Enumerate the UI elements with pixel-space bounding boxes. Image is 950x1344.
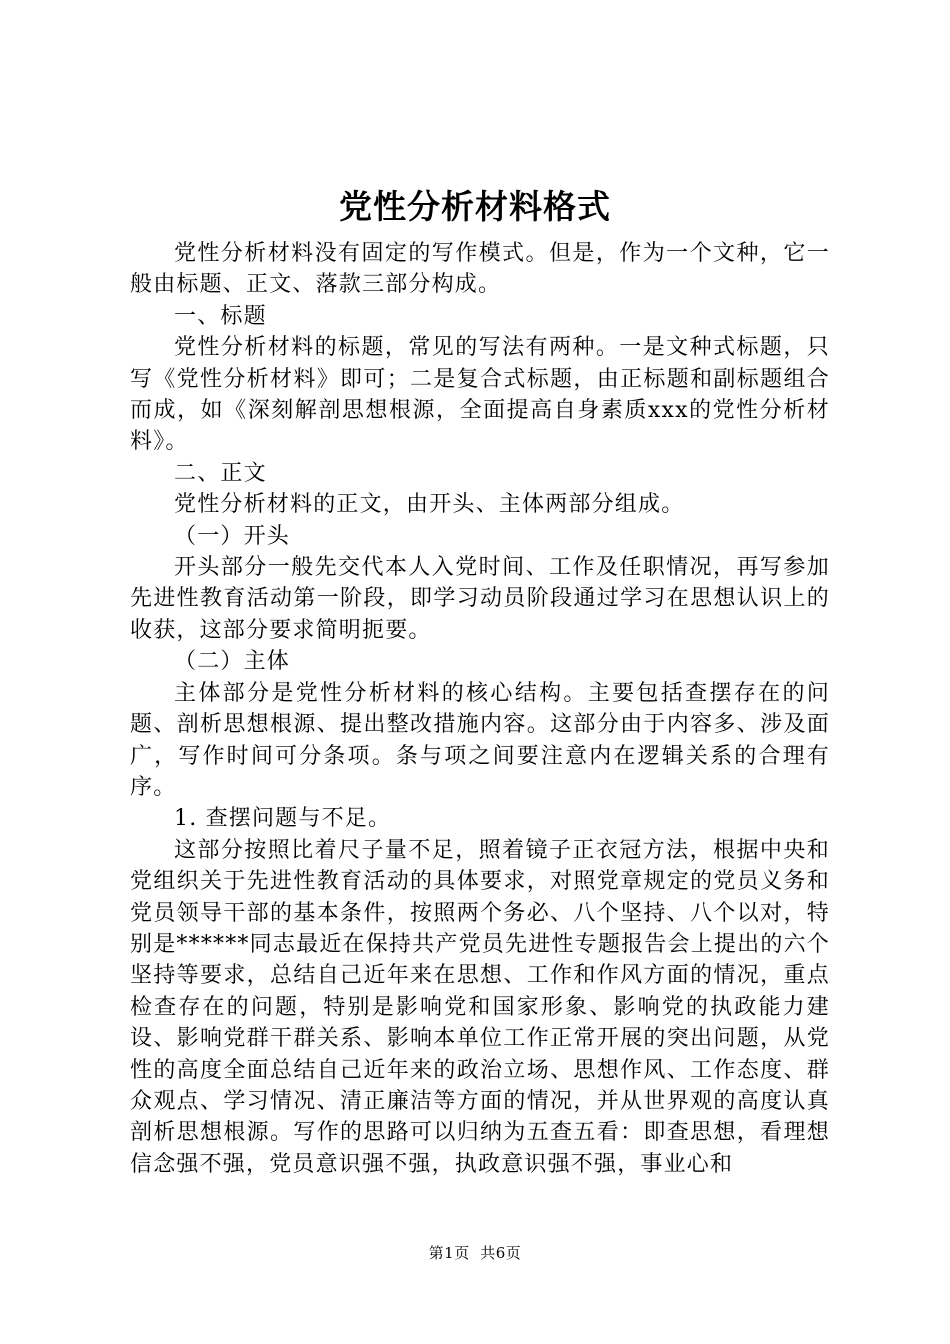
subsection-heading: （一）开头 bbox=[174, 523, 291, 549]
section-heading: 二、正文 bbox=[174, 460, 267, 486]
numbered-heading: 1. 查摆问题与不足。 bbox=[174, 806, 392, 832]
paragraph: 开头部分一般先交代本人入党时间、工作及任职情况，再写参加先进性教育活动第一阶段，即学习动员阶段通过学习在思想认识上的收获，这部分要求简明扼要。 bbox=[130, 555, 830, 643]
paragraph: 党性分析材料的正文，由开头、主体两部分组成。 bbox=[174, 492, 685, 518]
section-heading: 一、标题 bbox=[174, 303, 267, 329]
document-body bbox=[130, 238, 830, 1180]
paragraph: 党性分析材料没有固定的写作模式。但是，作为一个文种，它一般由标题、正文、落款三部分构成。 bbox=[130, 241, 830, 298]
document-title: 党性分析材料格式 bbox=[339, 187, 611, 226]
paragraph: 主体部分是党性分析材料的核心结构。主要包括查摆存在的问题、剖析思想根源、提出整改措施内容。这部分由于内容多、涉及面广，写作时间可分条项。条与项之间要注意内在逻辑关系的合理有序。 bbox=[130, 680, 830, 800]
page-total: 共6页 bbox=[480, 1244, 522, 1262]
subsection-heading: （二）主体 bbox=[174, 649, 291, 675]
page-number: 第1页 bbox=[428, 1244, 470, 1262]
page-footer bbox=[0, 1243, 950, 1263]
paragraph: 这部分按照比着尺子量不足，照着镜子正衣冠方法，根据中央和党组织关于先进性教育活动的具体要求，对照党章规定的党员义务和党员领导干部的基本条件，按照两个务必、八个坚持、八个以对，特别是******同志最近在保持共产党员先进性专题报告会上提出的六个坚持等要求，总结自己近年来在思想、工作和作风方面的情况，重点检查存在的问题，特别是影响党和国家形象、影响党的执政能力建设、影响党群干群关系、影响本单位工作正常开展的突出问题，从党性的高度全面总结自己近年来的政治立场、思想作风、工作态度、群众观点、学习情况、清正廉洁等方面的情况，并从世界观的高度认真剖析思想根源。写作的思路可以归纳为五查五看：即查思想，看理想信念强不强，党员意识强不强，执政意识强不强，事业心和 bbox=[130, 837, 830, 1177]
paragraph: 党性分析材料的标题，常见的写法有两种。一是文种式标题，只写《党性分析材料》即可；二是复合式标题，由正标题和副标题组合而成，如《深刻解剖思想根源，全面提高自身素质xxx的党性分析材料》。 bbox=[130, 335, 830, 455]
